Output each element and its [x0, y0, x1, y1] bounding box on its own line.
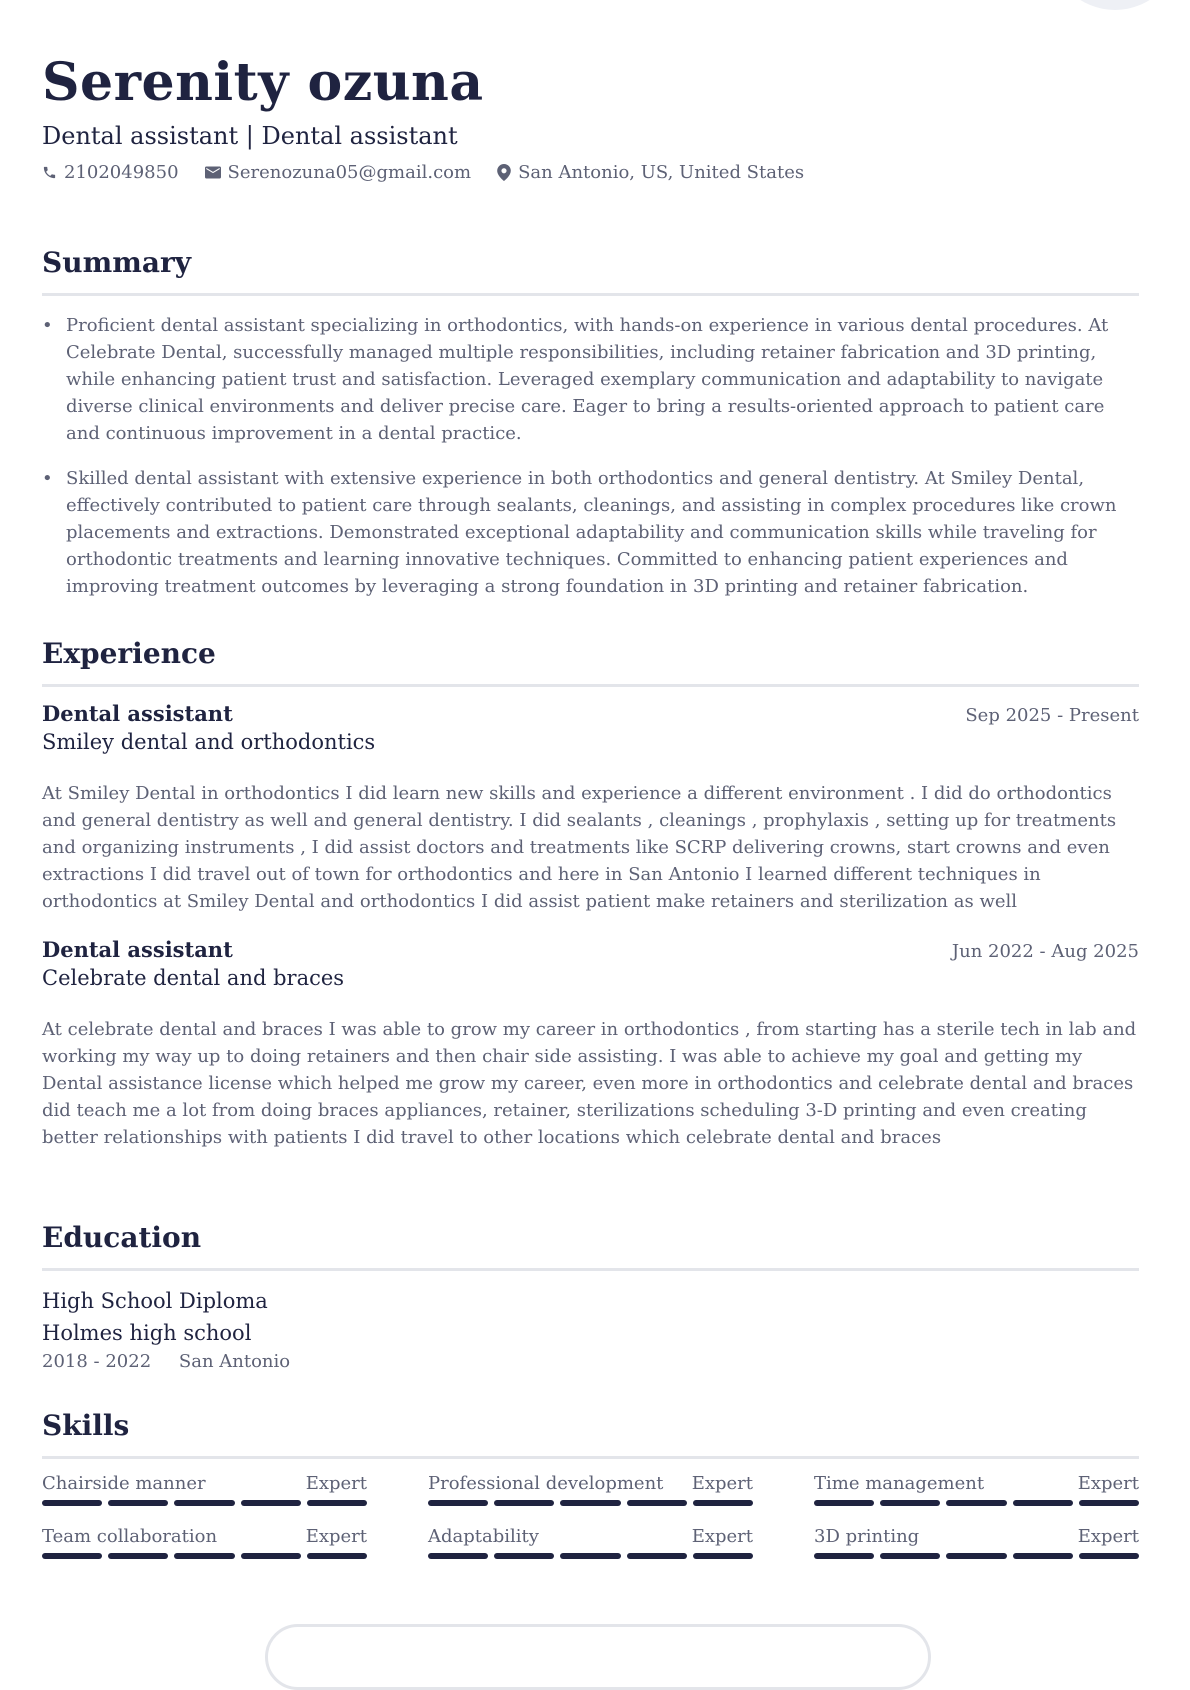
skill-item	[42, 1473, 367, 1506]
skill-item	[814, 1473, 1139, 1506]
job-header	[42, 701, 1139, 726]
job-entry	[42, 701, 1139, 915]
skill-name: Professional development	[428, 1473, 664, 1494]
skill-name: Time management	[814, 1473, 985, 1494]
job-title: Dental assistant	[42, 937, 233, 962]
summary-bullet: • Skilled dental assistant with extensive experience in both orthodontics and general dentistry. At Smiley Dental, effectively contributed to patient care through sealants, cleanings, and assisting in complex procedures like crown placements and extractions. Demonstrated exceptional adaptability and communication skills while traveling for orthodontic treatments and learning innovative techniques. Committed to enhancing patient experiences and improving treatment outcomes by leveraging a strong foundation in 3D printing and retainer fabrication.	[42, 465, 1139, 600]
job-dates: Jun 2022 - Aug 2025	[951, 941, 1139, 962]
skill-rating-segment	[627, 1553, 687, 1559]
skill-rating-segment	[946, 1500, 1006, 1506]
skill-rating-bar	[814, 1500, 1139, 1506]
summary-bullet: • Proficient dental assistant specializing in orthodontics, with hands-on experience in various dental procedures. At Celebrate Dental, successfully managed multiple responsibilities, including retainer fabrication and 3D printing, while enhancing patient trust and satisfaction. Leveraged exemplary communication and adaptability to navigate diverse clinical environments and deliver precise care. Eager to bring a results-oriented approach to patient care and continuous improvement in a dental practice.	[42, 312, 1139, 447]
skill-level: Expert	[1077, 1473, 1139, 1494]
skill-rating-segment	[241, 1500, 301, 1506]
skill-rating-segment	[174, 1500, 234, 1506]
skill-rating-segment	[814, 1500, 874, 1506]
education-degree: High School Diploma	[42, 1289, 268, 1313]
skill-rating-segment	[428, 1553, 488, 1559]
skill-item	[428, 1526, 753, 1559]
phone-text: 2102049850	[64, 162, 179, 183]
headline: Dental assistant | Dental assistant	[42, 122, 458, 150]
job-header	[42, 937, 1139, 962]
summary-title: Summary	[42, 246, 191, 279]
skill-item	[428, 1473, 753, 1506]
skill-rating-segment	[1079, 1500, 1139, 1506]
skill-rating-segment	[1013, 1553, 1073, 1559]
location-pin-icon	[497, 164, 511, 181]
skill-rating-segment	[174, 1553, 234, 1559]
skill-rating-segment	[946, 1553, 1006, 1559]
skills-title: Skills	[42, 1409, 130, 1442]
skill-level: Expert	[1077, 1526, 1139, 1547]
skill-rating-segment	[428, 1500, 488, 1506]
skill-name: Chairside manner	[42, 1473, 206, 1494]
skill-name: Team collaboration	[42, 1526, 218, 1547]
education-meta	[42, 1351, 1139, 1372]
skill-rating-segment	[560, 1500, 620, 1506]
email-text: Serenozuna05@gmail.com	[227, 162, 472, 183]
skill-rating-bar	[42, 1553, 367, 1559]
section-divider	[42, 1456, 1139, 1459]
experience-title: Experience	[42, 637, 216, 670]
skill-level: Expert	[305, 1526, 367, 1547]
skill-rating-segment	[108, 1500, 168, 1506]
skill-rating-bar	[42, 1500, 367, 1506]
skill-rating-segment	[880, 1500, 940, 1506]
skill-rating-segment	[108, 1553, 168, 1559]
skill-rating-bar	[428, 1553, 753, 1559]
skill-rating-bar	[428, 1500, 753, 1506]
skill-rating-segment	[42, 1500, 102, 1506]
skill-level: Expert	[691, 1526, 753, 1547]
resume-page	[42, 50, 1139, 1547]
contact-phone[interactable]	[42, 162, 179, 183]
education-location: San Antonio	[178, 1351, 291, 1372]
job-company: Celebrate dental and braces	[42, 966, 345, 990]
experience-section	[42, 636, 1139, 1151]
skill-rating-segment	[693, 1500, 753, 1506]
summary-list	[42, 312, 1139, 600]
skill-rating-segment	[494, 1553, 554, 1559]
mail-icon	[205, 166, 221, 179]
skills-grid	[42, 1473, 1139, 1559]
section-divider	[42, 1268, 1139, 1271]
skill-rating-bar	[814, 1553, 1139, 1559]
skill-name: Adaptability	[428, 1526, 539, 1547]
skill-rating-segment	[880, 1553, 940, 1559]
job-entry	[42, 937, 1139, 1151]
skill-name: 3D printing	[814, 1526, 920, 1547]
skill-rating-segment	[627, 1500, 687, 1506]
summary-section	[42, 245, 1139, 618]
skill-rating-segment	[693, 1553, 753, 1559]
job-dates: Sep 2025 - Present	[965, 705, 1139, 726]
skill-level: Expert	[305, 1473, 367, 1494]
location-text: San Antonio, US, United States	[518, 162, 805, 183]
skill-item	[814, 1526, 1139, 1559]
skill-rating-segment	[42, 1553, 102, 1559]
skill-rating-segment	[1079, 1553, 1139, 1559]
contact-row	[42, 162, 1139, 183]
education-section	[42, 1220, 1139, 1372]
skills-section	[42, 1408, 1139, 1559]
job-description: At celebrate dental and braces I was able to grow my career in orthodontics , from starting has a sterile tech in lab and working my way up to doing retainers and then chair side assisting. I was able to achieve my goal and getting my Dental assistance license which helped me grow my career, even more in orthodontics and celebrate dental and braces did teach me a lot from doing braces appliances, retainer, sterilizations scheduling 3-D printing and even creating better relationships with patients I did travel to other locations which celebrate dental and braces	[42, 1019, 1137, 1148]
skill-item	[42, 1526, 367, 1559]
section-divider	[42, 293, 1139, 296]
skill-level: Expert	[691, 1473, 753, 1494]
decorative-corner-circle	[1050, 0, 1180, 10]
skill-rating-segment	[814, 1553, 874, 1559]
education-title: Education	[42, 1221, 202, 1254]
education-years: 2018 - 2022	[42, 1351, 152, 1372]
contact-location	[497, 162, 804, 183]
candidate-name: Serenity ozuna	[42, 52, 484, 113]
skill-rating-segment	[494, 1500, 554, 1506]
phone-icon	[42, 165, 57, 180]
skill-rating-segment	[241, 1553, 301, 1559]
education-school: Holmes high school	[42, 1321, 252, 1345]
contact-email[interactable]	[205, 162, 472, 183]
skill-rating-segment	[1013, 1500, 1073, 1506]
section-divider	[42, 684, 1139, 687]
skill-rating-segment	[560, 1553, 620, 1559]
skill-rating-segment	[307, 1553, 367, 1559]
job-title: Dental assistant	[42, 701, 233, 726]
skill-rating-segment	[307, 1500, 367, 1506]
job-company: Smiley dental and orthodontics	[42, 730, 376, 754]
job-description: At Smiley Dental in orthodontics I did learn new skills and experience a different environment . I did do orthodontics and general dentistry as well and general dentistry. I did sealants , cleanings , prophylaxis , setting up for treatments and organizing instruments , I did assist doctors and treatments like SCRP delivering crowns, start crowns and even extractions I did travel out of town for orthodontics and here in San Antonio I learned different techniques in orthodontics at Smiley Dental and orthodontics I did assist patient make retainers and sterilization as well	[42, 783, 1117, 912]
bottom-floating-bar	[265, 1624, 931, 1690]
